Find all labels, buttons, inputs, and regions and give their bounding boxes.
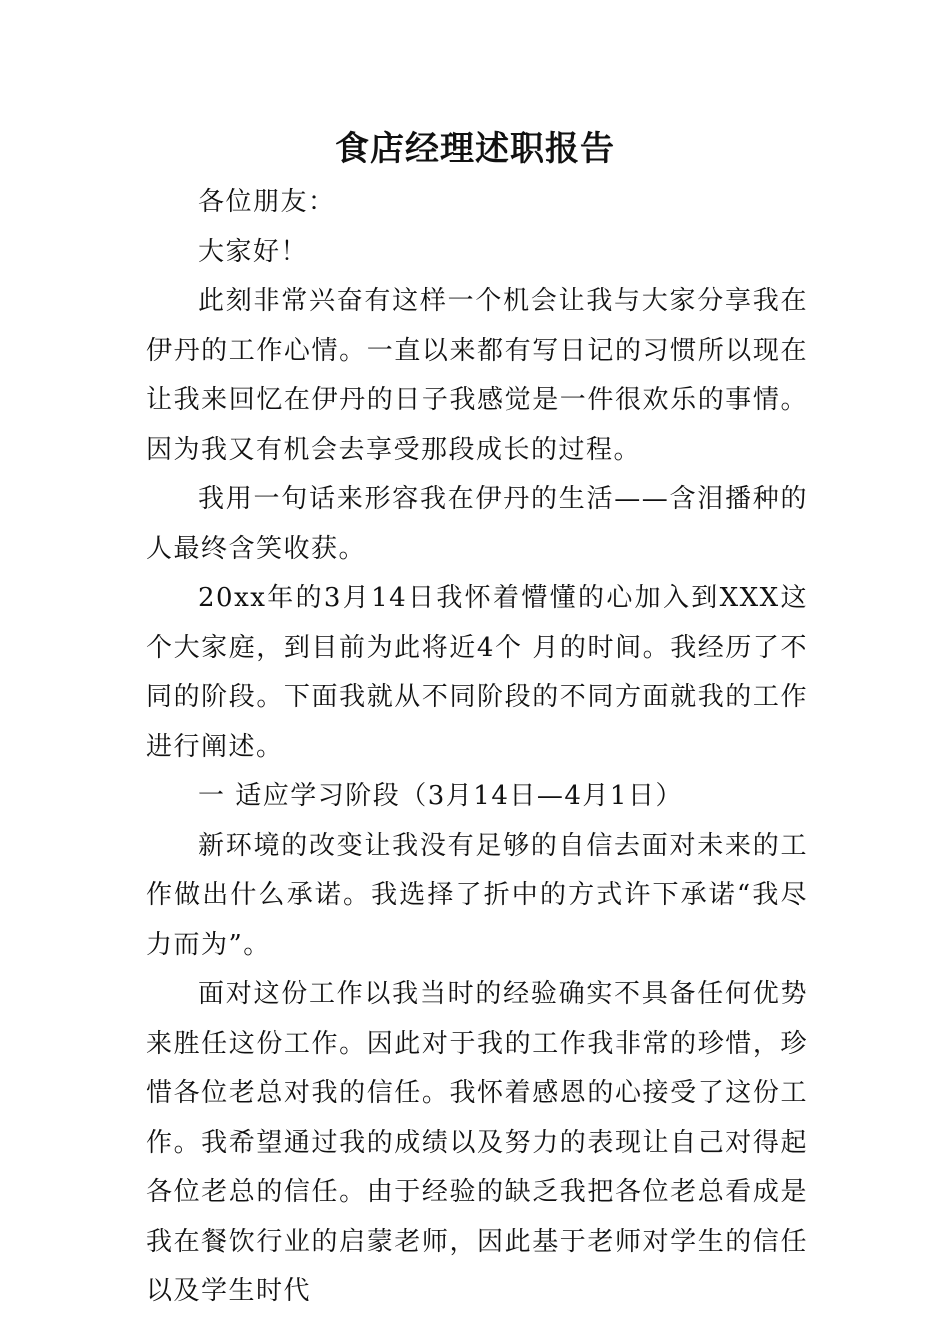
paragraph-commitment: 新环境的改变让我没有足够的自信去面对未来的工作做出什么承诺。我选择了折中的方式许下承诺“我尽力而为”。 <box>146 830 808 960</box>
paragraph-timeline: 20xx年的3月14日我怀着懵懂的心加入到XXX这个大家庭，到目前为此将近4个 月的时间。我经历了不同的阶段。下面我就从不同阶段的不同方面就我的工作进行阐述。 <box>146 583 808 762</box>
paragraph-greeting: 各位朋友： <box>198 187 336 217</box>
paragraph-hello: 大家好！ <box>198 236 309 267</box>
section-heading: 一 适应学习阶段（3月14日—4月1日） <box>198 781 683 811</box>
document-title: 食店经理述职报告 <box>335 129 615 169</box>
document-body <box>146 178 808 1317</box>
paragraph-summary: 我用一句话来形容我在伊丹的生活——含泪播种的人最终含笑收获。 <box>146 484 808 564</box>
paragraph-gratitude: 面对这份工作以我当时的经验确实不具备任何优势来胜任这份工作。因此对于我的工作我非常的珍惜，珍惜各位老总对我的信任。我怀着感恩的心接受了这份工作。我希望通过我的成绩以及努力的表现让自己对得起各位老总的信任。由于经验的缺乏我把各位老总看成是我在餐饮行业的启蒙老师，因此基于老师对学生的信任以及学生时代 <box>146 979 808 1306</box>
paragraph-intro: 此刻非常兴奋有这样一个机会让我与大家分享我在伊丹的工作心情。一直以来都有写日记的习惯所以现在让我来回忆在伊丹的日子我感觉是一件很欢乐的事情。因为我又有机会去享受那段成长的过程。 <box>146 286 808 465</box>
